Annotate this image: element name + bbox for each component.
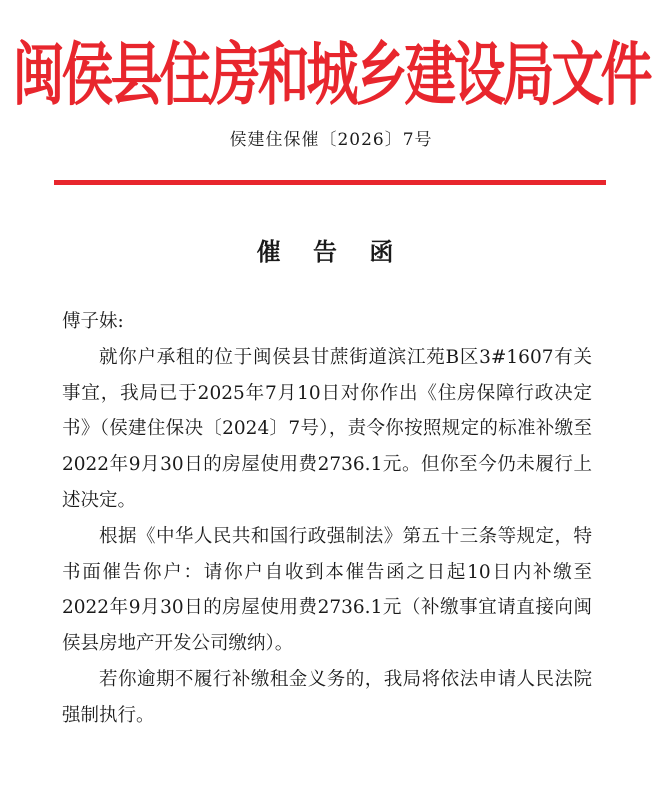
document-title: 催 告 函	[256, 238, 406, 266]
document-number: 侯建住保催〔2026〕7号	[229, 130, 433, 150]
paragraph-3: 若你逾期不履行补缴租金义务的，我局将依法申请人民法院强制执行。	[62, 668, 592, 726]
paragraph-2: 根据《中华人民共和国行政强制法》第五十三条等规定，特书面催告你户：请你户自收到本催告函之日起10日内补缴至2022年9月30日的房屋使用费2736.1元（补缴事宜请直接向闽侯县房地产开发公司缴纳）。	[62, 525, 592, 655]
organization-header: 闽侯县住房和城乡建设局文件	[12, 36, 650, 116]
salutation: 傅子妹:	[62, 311, 124, 332]
paragraph-1: 就你户承租的位于闽侯县甘蔗街道滨江苑B区3#1607有关事宜，我局已于2025年7月10日对你作出《住房保障行政决定书》（侯建住保决〔2024〕7号），责令你按照规定的标准补缴至2022年9月30日的房屋使用费2736.1元。但你至今仍未履行上述决定。	[62, 346, 592, 511]
letter-body	[62, 304, 592, 734]
red-divider-line	[54, 180, 606, 185]
